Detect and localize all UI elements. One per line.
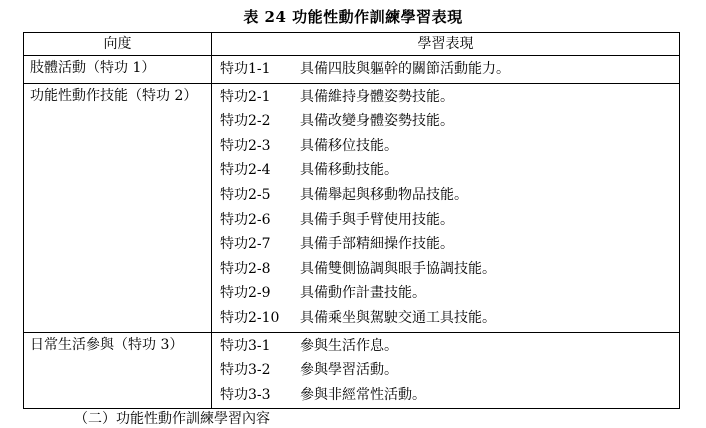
dimension-cell: 日常生活參與（特功 3） xyxy=(24,332,212,409)
performance-item xyxy=(212,208,679,233)
performance-description: 具備舉起與移動物品技能。 xyxy=(300,186,468,203)
performance-description: 具備動作計畫技能。 xyxy=(300,285,426,302)
performance-description: 參與非經常性活動。 xyxy=(300,386,426,403)
performance-code: 特功3-1 xyxy=(220,337,271,354)
performance-description: 具備維持身體姿勢技能。 xyxy=(300,88,454,105)
table-row xyxy=(24,56,680,84)
performance-item xyxy=(212,158,679,183)
table-row xyxy=(24,83,680,332)
dimension-cell: 肢體活動（特功 1） xyxy=(24,56,212,84)
table-header-row xyxy=(24,33,680,56)
performance-item xyxy=(212,183,679,208)
performance-code: 特功2-3 xyxy=(220,137,271,154)
performance-code: 特功2-2 xyxy=(220,113,271,130)
performance-description: 參與學習活動。 xyxy=(300,362,398,379)
performance-description: 具備乘坐與駕駛交通工具技能。 xyxy=(300,309,496,326)
performance-item xyxy=(212,85,679,110)
performance-item xyxy=(212,109,679,134)
table-row xyxy=(24,332,680,409)
performance-cell xyxy=(212,56,680,84)
performance-code: 特功2-6 xyxy=(220,211,271,228)
performance-description: 具備移位技能。 xyxy=(300,137,398,154)
performance-description: 具備四肢與軀幹的關節活動能力。 xyxy=(300,61,510,77)
performance-item xyxy=(212,281,679,306)
table-caption: 表 24 功能性動作訓練學習表現 xyxy=(243,8,463,26)
performance-description: 具備手與手臂使用技能。 xyxy=(300,211,454,228)
performance-code: 特功3-2 xyxy=(220,362,271,379)
performance-code: 特功2-1 xyxy=(220,88,271,105)
performance-item xyxy=(212,57,679,82)
dimension-cell: 功能性動作技能（特功 2） xyxy=(24,83,212,332)
performance-item xyxy=(212,134,679,159)
learning-performance-table xyxy=(23,32,680,409)
performance-item xyxy=(212,306,679,331)
performance-item xyxy=(212,334,679,359)
performance-description: 具備手部精細操作技能。 xyxy=(300,236,454,253)
performance-code: 特功3-3 xyxy=(220,386,271,403)
performance-description: 參與生活作息。 xyxy=(300,337,398,354)
performance-description: 具備移動技能。 xyxy=(300,162,398,179)
performance-description: 具備雙側協調與眼手協調技能。 xyxy=(300,260,496,277)
performance-cell xyxy=(212,83,680,332)
performance-item xyxy=(212,358,679,383)
performance-code: 特功2-7 xyxy=(220,236,271,253)
performance-item xyxy=(212,383,679,408)
section-heading: （二）功能性動作訓練學習內容 xyxy=(74,411,270,427)
table-body xyxy=(24,56,680,409)
header-performance: 學習表現 xyxy=(212,33,680,56)
performance-item xyxy=(212,257,679,282)
performance-code: 特功2-5 xyxy=(220,186,271,203)
performance-code: 特功2-4 xyxy=(220,162,271,179)
performance-code: 特功2-10 xyxy=(220,309,280,326)
performance-cell xyxy=(212,332,680,409)
performance-code: 特功1-1 xyxy=(220,61,271,77)
header-dimension: 向度 xyxy=(24,33,212,56)
performance-item xyxy=(212,232,679,257)
performance-code: 特功2-8 xyxy=(220,260,271,277)
performance-code: 特功2-9 xyxy=(220,285,271,302)
performance-description: 具備改變身體姿勢技能。 xyxy=(300,113,454,130)
